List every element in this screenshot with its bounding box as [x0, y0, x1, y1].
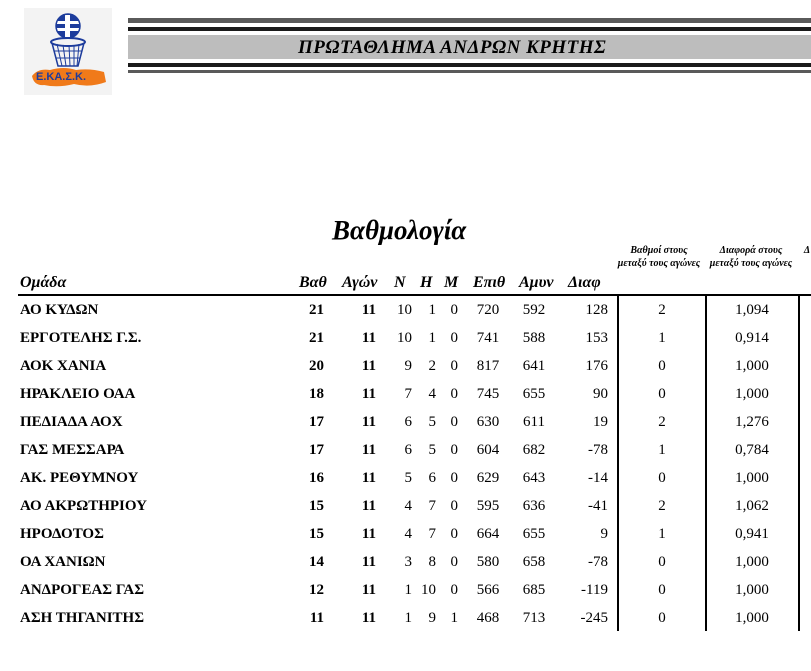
- diff-cell: -41: [588, 498, 608, 514]
- diff-cell: 128: [585, 302, 608, 318]
- col-header-conceded: Αμυν: [519, 274, 554, 291]
- conceded-cell: 685: [522, 582, 546, 598]
- games-cell: 11: [361, 582, 376, 598]
- diff-cell: -245: [580, 610, 608, 626]
- h2h-diff-cell: 1,000: [735, 554, 769, 570]
- conceded-cell: 588: [522, 330, 546, 346]
- col-header-wins: Ν: [394, 274, 406, 291]
- wins-cell: 10: [397, 302, 412, 318]
- games-cell: 11: [361, 442, 376, 458]
- col-header-h2h-diff: Διαφορά στους μεταξύ τους αγώνες: [709, 245, 793, 269]
- col-header-scored: Επιθ: [473, 274, 506, 291]
- diff-cell: -78: [588, 442, 608, 458]
- wins-cell: 9: [404, 358, 412, 374]
- losses-cell: 7: [428, 526, 436, 542]
- col-header-games: Αγών: [342, 274, 378, 291]
- points-cell: 18: [309, 386, 324, 402]
- scored-cell: 745: [476, 386, 500, 402]
- games-cell: 11: [361, 610, 376, 626]
- h2h-points-cell: 0: [658, 386, 666, 402]
- h2h-diff-cell: 0,941: [735, 526, 769, 542]
- points-cell: 21: [309, 302, 324, 318]
- draws-cell: 0: [450, 498, 458, 514]
- games-cell: 11: [361, 526, 376, 542]
- h2h-diff-cell: 1,000: [735, 358, 769, 374]
- h2h-diff-cell: 1,062: [735, 498, 769, 514]
- losses-cell: 7: [428, 498, 436, 514]
- diff-cell: -14: [588, 470, 608, 486]
- team-name: ΑΚ. ΡΕΘΥΜΝΟΥ: [20, 470, 139, 486]
- h2h-diff-cell: 1,094: [735, 302, 769, 318]
- wins-cell: 4: [404, 498, 412, 514]
- table-row: [0, 606, 811, 634]
- table-row: [0, 578, 811, 606]
- games-cell: 11: [361, 386, 376, 402]
- losses-cell: 6: [428, 470, 436, 486]
- divider: [128, 63, 811, 67]
- conceded-cell: 643: [522, 470, 546, 486]
- draws-cell: 0: [450, 386, 458, 402]
- losses-cell: 1: [428, 330, 436, 346]
- wins-cell: 7: [404, 386, 412, 402]
- h2h-diff-cell: 0,784: [735, 442, 769, 458]
- points-cell: 16: [309, 470, 324, 486]
- h2h-diff-cell: 1,000: [735, 610, 769, 626]
- conceded-cell: 641: [522, 358, 546, 374]
- losses-cell: 5: [428, 414, 436, 430]
- diff-cell: -78: [588, 554, 608, 570]
- losses-cell: 5: [428, 442, 436, 458]
- draws-cell: 0: [450, 582, 458, 598]
- col-header-cutoff: Δ: [803, 245, 811, 256]
- draws-cell: 0: [450, 470, 458, 486]
- team-name: ΓΑΣ ΜΕΣΣΑΡΑ: [20, 442, 125, 458]
- h2h-points-cell: 0: [658, 610, 666, 626]
- scored-cell: 604: [476, 442, 500, 458]
- h2h-points-cell: 1: [658, 442, 666, 458]
- divider: [128, 70, 811, 73]
- team-name: ΑΝΔΡΟΓΕΑΣ ΓΑΣ: [20, 582, 145, 598]
- col-header-draws: Μ: [444, 274, 459, 291]
- points-cell: 11: [309, 610, 324, 626]
- points-cell: 14: [309, 554, 324, 570]
- diff-cell: -119: [581, 582, 608, 598]
- scored-cell: 629: [476, 470, 500, 486]
- h2h-points-cell: 0: [658, 554, 666, 570]
- col-header-team: Ομάδα: [20, 274, 67, 291]
- table-row: [0, 438, 811, 466]
- wins-cell: 1: [404, 610, 412, 626]
- h2h-points-cell: 0: [658, 470, 666, 486]
- team-name: ΑΟ ΑΚΡΩΤΗΡΙΟΥ: [20, 498, 148, 514]
- team-name: ΑΟ ΚΥΔΩΝ: [20, 302, 99, 318]
- team-name: ΟΑ ΧΑΝΙΩΝ: [20, 554, 106, 570]
- diff-cell: 176: [585, 358, 608, 374]
- ekask-logo: [24, 8, 112, 95]
- h2h-points-cell: 2: [658, 414, 666, 430]
- h2h-points-cell: 0: [658, 358, 666, 374]
- conceded-cell: 713: [522, 610, 546, 626]
- diff-cell: 9: [600, 526, 608, 542]
- table-row: [0, 382, 811, 410]
- wins-cell: 3: [404, 554, 412, 570]
- games-cell: 11: [361, 554, 376, 570]
- col-header-points: Βαθ: [299, 274, 327, 291]
- points-cell: 12: [309, 582, 324, 598]
- col-header-losses: Η: [420, 274, 433, 291]
- games-cell: 11: [361, 358, 376, 374]
- wins-cell: 1: [404, 582, 412, 598]
- conceded-cell: 592: [522, 302, 546, 318]
- col-header-h2h-points: Βαθμοί στους μεταξύ τους αγώνες: [617, 245, 701, 269]
- losses-cell: 1: [428, 302, 436, 318]
- points-cell: 17: [309, 414, 324, 430]
- games-cell: 11: [361, 470, 376, 486]
- team-name: ΠΕΔΙΑΔΑ ΑΟΧ: [20, 414, 123, 430]
- table-row: [0, 466, 811, 494]
- games-cell: 11: [361, 302, 376, 318]
- scored-cell: 664: [476, 526, 500, 542]
- table-row: [0, 550, 811, 578]
- draws-cell: 0: [450, 330, 458, 346]
- h2h-points-cell: 1: [658, 526, 666, 542]
- table-row: [0, 494, 811, 522]
- scored-cell: 468: [476, 610, 500, 626]
- h2h-points-cell: 1: [658, 330, 666, 346]
- conceded-cell: 655: [522, 386, 546, 402]
- h2h-diff-cell: 0,914: [735, 330, 769, 346]
- h2h-points-cell: 0: [658, 582, 666, 598]
- conceded-cell: 682: [522, 442, 546, 458]
- divider: [128, 27, 811, 31]
- games-cell: 11: [361, 498, 376, 514]
- draws-cell: 0: [450, 414, 458, 430]
- scored-cell: 720: [476, 302, 500, 318]
- scored-cell: 817: [476, 358, 500, 374]
- table-row: [0, 298, 811, 326]
- wins-cell: 6: [404, 414, 412, 430]
- team-name: ΗΡΑΚΛΕΙΟ ΟΑΑ: [20, 386, 136, 402]
- draws-cell: 1: [450, 610, 458, 626]
- games-cell: 11: [361, 330, 376, 346]
- team-name: ΗΡΟΔΟΤΟΣ: [20, 526, 104, 542]
- team-name: ΑΣΗ ΤΗΓΑΝΙΤΗΣ: [20, 610, 145, 626]
- draws-cell: 0: [450, 302, 458, 318]
- wins-cell: 5: [404, 470, 412, 486]
- diff-cell: 90: [593, 386, 608, 402]
- championship-title: ΠΡΩΤΑΘΛΗΜΑ ΑΝΔΡΩΝ ΚΡΗΤΗΣ: [298, 37, 607, 58]
- table-row: [0, 354, 811, 382]
- header-rule: [18, 294, 811, 296]
- header-band: [128, 18, 811, 74]
- scored-cell: 580: [476, 554, 500, 570]
- scored-cell: 566: [476, 582, 500, 598]
- team-name: ΑΟΚ ΧΑΝΙΑ: [20, 358, 107, 374]
- wins-cell: 6: [404, 442, 412, 458]
- games-cell: 11: [361, 414, 376, 430]
- draws-cell: 0: [450, 358, 458, 374]
- losses-cell: 8: [428, 554, 436, 570]
- draws-cell: 0: [450, 526, 458, 542]
- losses-cell: 2: [428, 358, 436, 374]
- h2h-diff-cell: 1,000: [735, 470, 769, 486]
- losses-cell: 10: [421, 582, 436, 598]
- table-row: [0, 326, 811, 354]
- conceded-cell: 655: [522, 526, 546, 542]
- points-cell: 21: [309, 330, 324, 346]
- diff-cell: 153: [585, 330, 608, 346]
- team-name: ΕΡΓΟΤΕΛΗΣ Γ.Σ.: [20, 330, 142, 346]
- conceded-cell: 611: [523, 414, 545, 430]
- losses-cell: 9: [428, 610, 436, 626]
- points-cell: 15: [309, 498, 324, 514]
- h2h-diff-cell: 1,276: [735, 414, 769, 430]
- table-row: [0, 410, 811, 438]
- losses-cell: 4: [428, 386, 436, 402]
- conceded-cell: 636: [522, 498, 546, 514]
- standings-title: Βαθμολογία: [332, 215, 467, 245]
- h2h-diff-cell: 1,000: [735, 582, 769, 598]
- points-cell: 17: [309, 442, 324, 458]
- draws-cell: 0: [450, 442, 458, 458]
- scored-cell: 741: [476, 330, 500, 346]
- scored-cell: 630: [476, 414, 500, 430]
- conceded-cell: 658: [522, 554, 546, 570]
- wins-cell: 4: [404, 526, 412, 542]
- h2h-points-cell: 2: [658, 498, 666, 514]
- points-cell: 20: [309, 358, 324, 374]
- scored-cell: 595: [476, 498, 500, 514]
- wins-cell: 10: [397, 330, 412, 346]
- points-cell: 15: [309, 526, 324, 542]
- draws-cell: 0: [450, 554, 458, 570]
- h2h-points-cell: 2: [658, 302, 666, 318]
- col-header-diff: Διαφ: [568, 274, 601, 291]
- table-row: [0, 522, 811, 550]
- divider: [128, 18, 811, 23]
- diff-cell: 19: [593, 414, 608, 430]
- h2h-diff-cell: 1,000: [735, 386, 769, 402]
- logo-text: Ε.ΚΑ.Σ.Κ.: [36, 71, 86, 83]
